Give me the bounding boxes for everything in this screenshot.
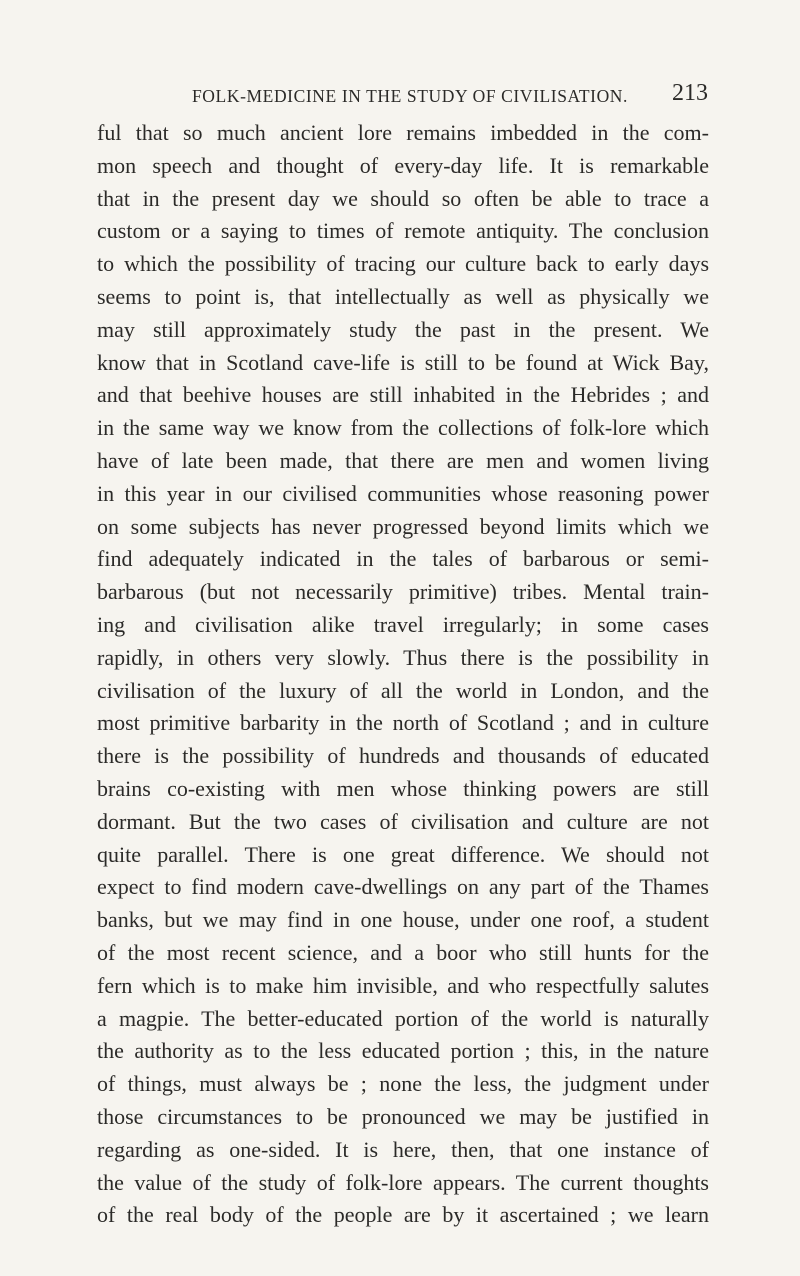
- text-line: of the most recent science, and a boor who still hunts for the: [97, 939, 709, 965]
- text-line: quite parallel. There is one great difference. We should not: [97, 841, 709, 867]
- text-line: of the real body of the people are by it ascertained ; we learn: [97, 1202, 709, 1228]
- text-line: fern which is to make him invisible, and who respectfully salutes: [97, 972, 709, 998]
- text-line: in this year in our civilised communities whose reasoning power: [97, 480, 709, 506]
- text-line: find adequately indicated in the tales of barbarous or semi-: [97, 546, 709, 572]
- text-line: dormant. But the two cases of civilisation and culture are not: [97, 808, 709, 834]
- text-line: may still approximately study the past in the present. We: [97, 316, 709, 342]
- text-line: those circumstances to be pronounced we may be justified in: [97, 1103, 709, 1129]
- text-line: have of late been made, that there are men and women living: [97, 447, 709, 473]
- text-line: the authority as to the less educated portion ; this, in the nature: [97, 1038, 709, 1064]
- text-line: know that in Scotland cave-life is still to be found at Wick Bay,: [97, 349, 709, 375]
- text-line: brains co-existing with men whose thinking powers are still: [97, 775, 709, 801]
- running-header: FOLK-MEDICINE IN THE STUDY OF CIVILISATION.: [191, 86, 629, 106]
- text-line: of things, must always be ; none the less, the judgment under: [97, 1071, 709, 1097]
- text-line: civilisation of the luxury of all the world in London, and the: [97, 677, 709, 703]
- text-line: regarding as one-sided. It is here, then, that one instance of: [97, 1136, 709, 1162]
- text-line: custom or a saying to times of remote antiquity. The conclusion: [97, 218, 709, 244]
- text-line: the value of the study of folk-lore appears. The current thoughts: [97, 1169, 709, 1195]
- text-line: rapidly, in others very slowly. Thus there is the possibility in: [97, 644, 709, 670]
- text-line: seems to point is, that intellectually as well as physically we: [97, 283, 709, 309]
- text-line: and that beehive houses are still inhabited in the Hebrides ; and: [97, 382, 709, 408]
- text-line: in the same way we know from the collections of folk-lore which: [97, 415, 709, 441]
- text-line: ful that so much ancient lore remains imbedded in the com-: [97, 120, 709, 145]
- text-line: barbarous (but not necessarily primitive) tribes. Mental train-: [97, 579, 709, 605]
- text-line: to which the possibility of tracing our culture back to early days: [97, 251, 709, 277]
- text-line: ing and civilisation alike travel irregularly; in some cases: [97, 611, 709, 637]
- page-number: 213: [672, 80, 708, 106]
- text-line: that in the present day we should so often be able to trace a: [97, 185, 709, 211]
- body-text: [97, 117, 709, 1232]
- text-line: expect to find modern cave-dwellings on any part of the Thames: [97, 874, 709, 900]
- text-line: a magpie. The better-educated portion of the world is naturally: [97, 1005, 709, 1031]
- text-line: mon speech and thought of every-day life. It is remarkable: [97, 152, 709, 178]
- text-line: most primitive barbarity in the north of Scotland ; and in culture: [97, 710, 709, 736]
- text-line: banks, but we may find in one house, under one roof, a student: [97, 907, 709, 933]
- text-line: there is the possibility of hundreds and thousands of educated: [97, 743, 709, 769]
- text-line: on some subjects has never progressed beyond limits which we: [97, 513, 709, 539]
